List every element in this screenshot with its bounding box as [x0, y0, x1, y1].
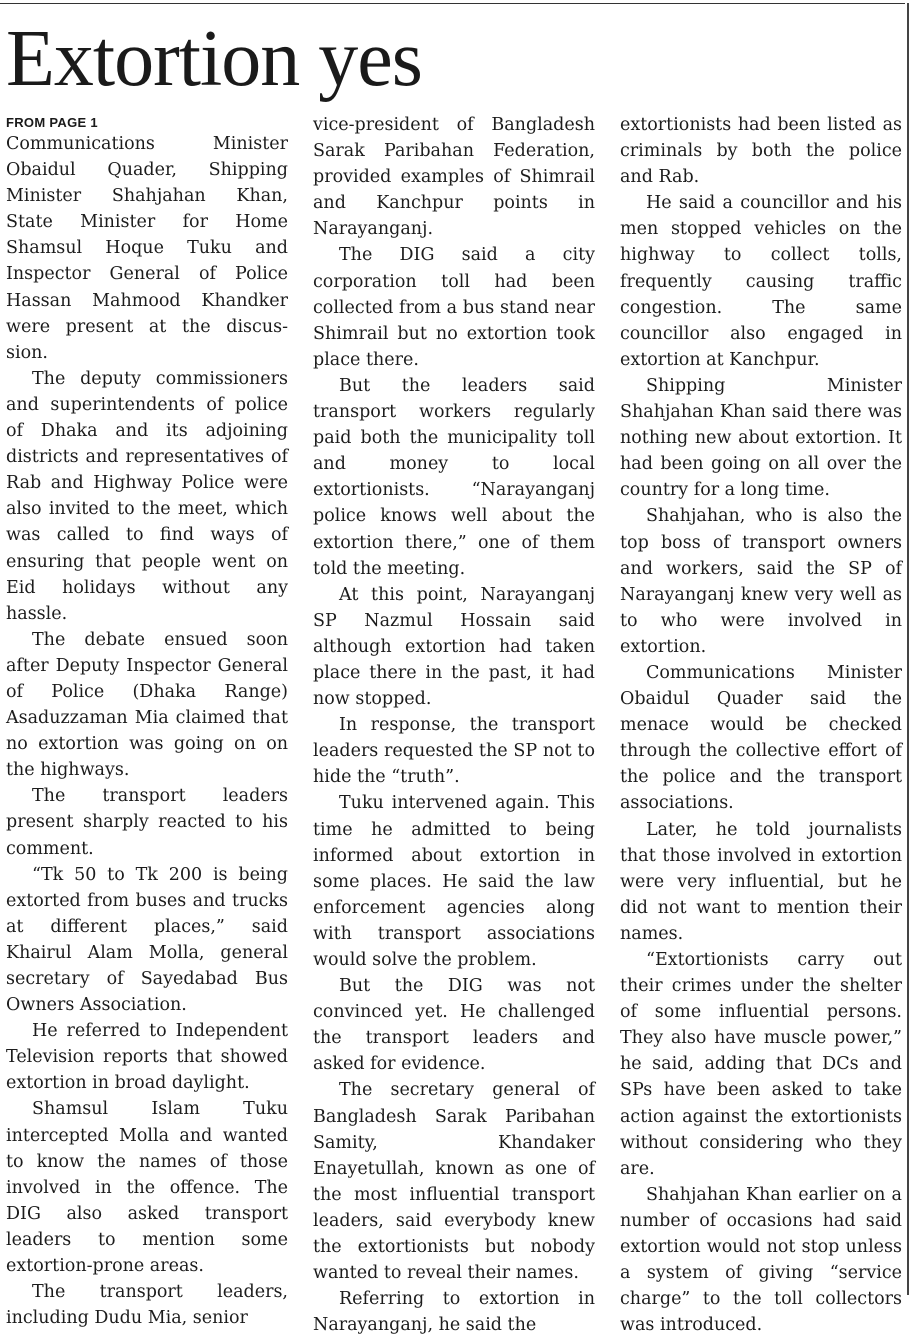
- article-column-1: [6, 112, 288, 1329]
- paragraph: Shahjahan Khan earlier on a number of occasions had said extortion would not stop unless a system of giving “service charge” to the toll collectors was introduced.: [620, 1184, 902, 1336]
- paragraph: In response, the transport leaders requested the SP not to hide the “truth”.: [313, 715, 595, 788]
- headline: Extortion yes: [6, 15, 422, 103]
- paragraph: Shamsul Islam Tuku intercepted Molla and wanted to know the names of those involved in the offence. The DIG also asked transport leaders to mention some extortion-prone areas.: [6, 1099, 288, 1277]
- paragraph: Later, he told journalists that those involved in extortion were very influential, but he did not want to mention their names.: [620, 819, 902, 944]
- paragraph: vice-president of Bangladesh Sarak Paribahan Federation, provided examples of Shimrail and Kanchpur points in Narayanganj.: [313, 115, 595, 240]
- paragraph: Shipping Minister Shahjahan Khan said there was nothing new about extortion. It had been going on all over the country for a long time.: [620, 375, 902, 501]
- paragraph: “Tk 50 to Tk 200 is being extorted from buses and trucks at different places,” said Khairul Alam Molla, general secretary of Sayedabad Bus Owners Association.: [6, 864, 288, 1016]
- top-rule: [0, 3, 905, 4]
- paragraph: He referred to Independent Television reports that showed extortion in broad daylight.: [6, 1021, 288, 1094]
- paragraph: extortionists had been listed as criminals by both the police and Rab.: [620, 115, 902, 188]
- paragraph: The deputy commissioners and superintendents of police of Dhaka and its adjoining districts and representatives of Rab and Highway Police were also invited to the meet, which was called to find ways of ensuring that people went on Eid holidays without any hassle.: [6, 368, 288, 624]
- paragraph: Referring to extortion in Narayanganj, he said the: [313, 1289, 595, 1336]
- paragraph: Communications Minister Obaidul Quader, Shipping Minister Shahjahan Khan, State Minister for Home Shamsul Hoque Tuku and Inspector General of Police Hassan Mahmood Khandker were present at the discus-sion.: [6, 134, 288, 363]
- article-column-2: [313, 112, 595, 1336]
- paragraph: The transport leaders present sharply reacted to his comment.: [6, 786, 288, 859]
- paragraph: He said a councillor and his men stopped vehicles on the highway to collect tolls, frequently causing traffic congestion. The same councillor also engaged in extortion at Kanchpur.: [620, 193, 902, 370]
- paragraph: But the DIG was not convinced yet. He challenged the transport leaders and asked for evidence.: [313, 976, 595, 1075]
- paragraph: Tuku intervened again. This time he admitted to being informed about extortion in some places. He said the law enforcement agencies along with transport associations would solve the problem.: [313, 793, 595, 970]
- paragraph: The debate ensued soon after Deputy Inspector General of Police (Dhaka Range) Asaduzzaman Mia claimed that no extortion was going on on the highways.: [6, 629, 288, 781]
- paragraph: The secretary general of Bangladesh Sarak Paribahan Samity, Khandaker Enayetullah, known as one of the most influential transport leaders, said everybody knew the extortionists but nobody wanted to reveal their names.: [313, 1080, 595, 1284]
- paragraph: At this point, Narayanganj SP Nazmul Hossain said although extortion had taken place there in the past, it had now stopped.: [313, 584, 595, 710]
- paragraph: Communications Minister Obaidul Quader said the menace would be checked through the collective effort of the police and the transport associations.: [620, 662, 902, 814]
- article-column-3: [620, 112, 902, 1336]
- paragraph: Shahjahan, who is also the top boss of transport owners and workers, said the SP of Narayanganj knew very well as to who were involved in extortion.: [620, 506, 902, 657]
- paragraph: But the leaders said transport workers regularly paid both the municipality toll and money to local extortionists. “Narayanganj police knows well about the extortion there,” one of them told the meeting.: [313, 375, 595, 579]
- paragraph: “Extortionists carry out their crimes under the shelter of some influential persons. They also have muscle power,” he said, adding that DCs and SPs have been asked to take action against the extortionists without considering who they are.: [620, 950, 902, 1179]
- kicker: FROM PAGE 1: [6, 115, 98, 130]
- paragraph: The DIG said a city corporation toll had been collected from a bus stand near Shimrail but no extortion took place there.: [313, 245, 595, 370]
- right-column-rule: [907, 3, 909, 1295]
- paragraph: The transport leaders, including Dudu Mia, senior: [6, 1282, 288, 1329]
